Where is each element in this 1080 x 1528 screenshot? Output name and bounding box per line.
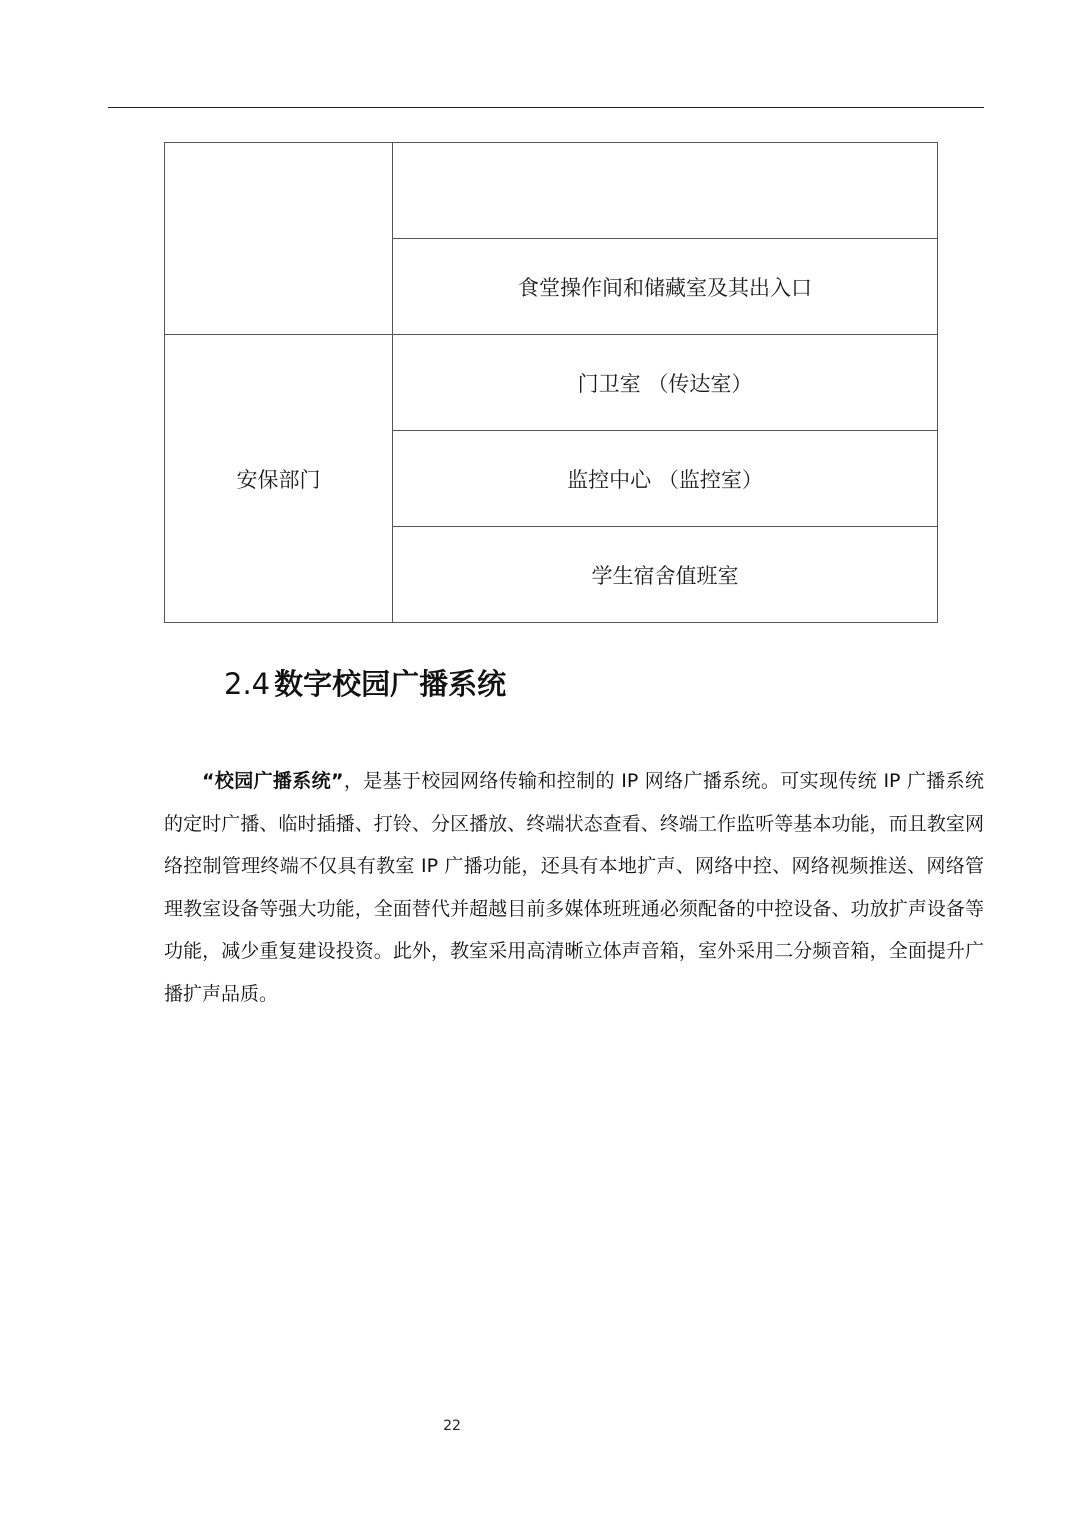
department-cell <box>165 143 393 335</box>
department-cell: 安保部门 <box>165 335 393 623</box>
section-heading <box>224 664 506 704</box>
table-row <box>165 143 938 239</box>
table-row <box>165 335 938 431</box>
paragraph-text: ，是基于校园网络传输和控制的 IP 网络广播系统。可实现传统 IP 广播系统的定时广播、临时插播、打铃、分区播放、终端状态查看、终端工作监听等基本功能，而且教室网络控制管理终端不仅具有教室 IP 广播功能，还具有本地扩声、网络中控、网络视频推送、网络管理教室设备等强大功能，全面替代并超越目前多媒体班班通必须配备的中控设备、功放扩声设备等功能，减少重复建设投资。此外，教室采用高清晰立体声音箱，室外采用二分频音箱，全面提升广播扩声品质。 <box>164 770 984 1005</box>
section-title: 数字校园广播系统 <box>274 667 507 701</box>
page-number: 22 <box>443 1418 461 1434</box>
room-cell <box>393 143 938 239</box>
header-rule <box>108 107 984 108</box>
room-table <box>164 142 938 623</box>
room-cell: 食堂操作间和储藏室及其出入口 <box>393 239 938 335</box>
paragraph-lead: “校园广播系统” <box>202 770 344 792</box>
room-cell: 门卫室 （传达室） <box>393 335 938 431</box>
body-paragraph <box>164 760 984 1015</box>
room-cell: 监控中心 （监控室） <box>393 431 938 527</box>
room-cell: 学生宿舍值班室 <box>393 527 938 623</box>
section-number: 2.4 <box>224 667 271 701</box>
